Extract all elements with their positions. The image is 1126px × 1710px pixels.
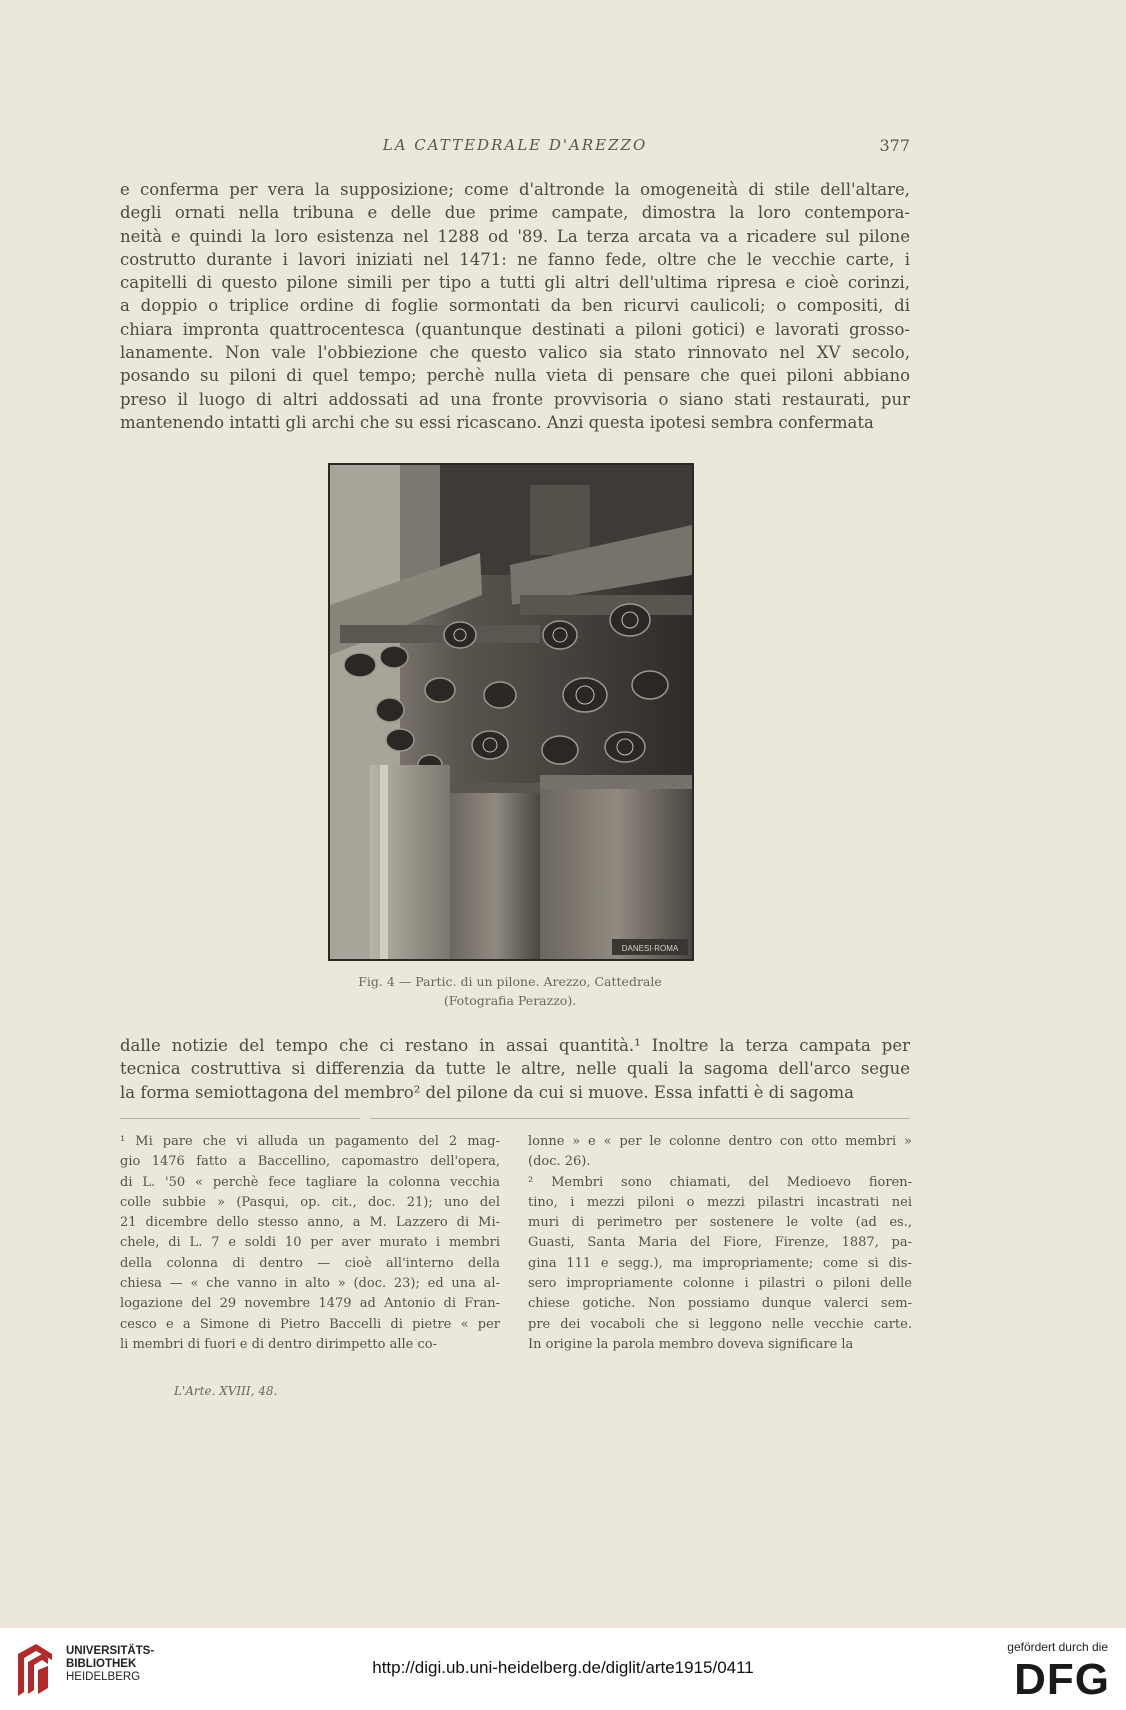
library-name-line: UNIVERSITÄTS- — [66, 1645, 155, 1657]
footnote-line: pre dei vocaboli che si leggono nelle vecchie carte. — [528, 1316, 912, 1332]
pillar-capital-photo — [330, 465, 692, 959]
running-head — [120, 136, 910, 160]
funding-label: gefördert durch die — [1007, 1640, 1108, 1654]
dfg-logo: DFG — [1014, 1655, 1110, 1704]
footnote-line: gio 1476 fatto a Baccellino, capomastro dell'opera, — [120, 1154, 500, 1170]
footnote-line: (doc. 26). — [528, 1154, 591, 1170]
signature-mark: L'Arte. XVIII, 48. — [174, 1384, 278, 1398]
footnote-line: 21 dicembre dello stesso anno, a M. Lazzero di Mi- — [120, 1215, 500, 1231]
library-name-line: BIBLIOTHEK — [66, 1658, 137, 1670]
footnote-line: della colonna di dentro — cioè all'interno della — [120, 1255, 500, 1271]
caption-line: Fig. 4 — Partic. di un pilone. Arezzo, Cattedrale — [358, 974, 662, 989]
figure-photo-pillar-capital — [328, 463, 694, 961]
text-line: lanamente. Non vale l'obbiezione che questo valico sia stato rinnovato nel XV secolo, — [120, 343, 910, 363]
footnote-line: colle subbie » (Pasqui, op. cit., doc. 21); uno del — [120, 1194, 500, 1210]
footnote-line: In origine la parola membro doveva significare la — [528, 1336, 854, 1352]
text-line: neità e quindi la loro esistenza nel 1288 od '89. La terza arcata va a ricadere sul pilone — [120, 226, 910, 246]
text-line: dalle notizie del tempo che ci restano in assai quantità.¹ Inoltre la terza campata per — [120, 1036, 910, 1055]
viewer-footer — [0, 1628, 1126, 1710]
caption-line: (Fotografia Perazzo). — [443, 993, 577, 1008]
footnote-rule-right — [370, 1118, 910, 1119]
library-name-line: HEIDELBERG — [66, 1671, 141, 1683]
footnote-line: sero impropriamente colonne i pilastri o piloni delle — [528, 1276, 912, 1292]
figure-caption — [300, 972, 720, 1010]
permalink-url[interactable]: http://digi.ub.uni-heidelberg.de/diglit/arte1915/0411 — [372, 1658, 754, 1677]
footnote-line: ² Membri sono chiamati, del Medioevo fioren- — [528, 1174, 912, 1190]
footnote-line: Guasti, Santa Maria del Fiore, Firenze, 1887, pa- — [528, 1235, 912, 1251]
footnotes-left-column — [120, 1132, 500, 1355]
text-line: costrutto durante i lavori iniziati nel 1471: ne fanno fede, oltre che le vecchie carte, i — [120, 249, 910, 269]
text-line: tecnica costruttiva si differenzia da tutte le altre, nelle quali la sagoma dell'arco segue — [120, 1059, 910, 1079]
paragraph-bottom — [120, 1034, 910, 1104]
footnote-line: li membri di fuori e di dentro dirimpetto alle co- — [120, 1336, 437, 1352]
text-line: mantenendo intatti gli archi che su essi ricascano. Anzi questa ipotesi sembra confermata — [120, 412, 874, 432]
page-number: 377 — [879, 136, 910, 155]
text-line: e conferma per vera la supposizione; come d'altronde la omogeneità di stile dell'altare, — [120, 180, 910, 199]
text-line: posando su piloni di quel tempo; perchè nulla vieta di pensare che quei piloni abbiano — [120, 366, 910, 386]
text-line: a doppio o triplice ordine di foglie sormontati da ben ricurvi caulicoli; o compositi, di — [120, 296, 910, 316]
footnote-line: di L. '50 « perchè fece tagliare la colonna vecchia — [120, 1174, 500, 1190]
footnote-line: tino, i mezzi piloni o mezzi pilastri incastrati nei — [528, 1194, 912, 1210]
footnote-line: lonne » e « per le colonne dentro con otto membri » — [528, 1134, 912, 1149]
footnote-line: ¹ Mi pare che vi alluda un pagamento del 2 mag- — [120, 1134, 500, 1149]
text-line: degli ornati nella tribuna e delle due prime campate, dimostra la loro contempora- — [120, 203, 910, 223]
paragraph-top — [120, 178, 910, 434]
footnote-line: chele, di L. 7 e soldi 10 per aver murato i membri — [120, 1235, 500, 1251]
text-line: la forma semiottagona del membro² del pilone da cui si muove. Essa infatti è di sagoma — [120, 1082, 854, 1102]
text-line: preso il luogo di altri addossati ad una fronte provvisoria o siano stati restaurati, pur — [120, 389, 910, 409]
footnote-rule-left — [120, 1118, 360, 1119]
running-title: LA CATTEDRALE D'AREZZO — [382, 136, 648, 154]
footnote-line: logazione del 29 novembre 1479 ad Antonio di Fran- — [120, 1296, 500, 1312]
photographer-mark: DANESI·ROMA — [621, 944, 679, 953]
footnote-line: chiese gotiche. Non possiamo dunque valerci sem- — [528, 1296, 912, 1312]
text-line: capitelli di questo pilone simili per tipo a tutti gli altri dell'ultima ripresa e cioè corinzi, — [120, 273, 910, 293]
footnote-line: cesco e a Simone di Pietro Baccelli di pietre « per — [120, 1316, 500, 1332]
footnote-line: gina 111 e segg.), ma impropriamente; come si dis- — [528, 1255, 912, 1271]
footnotes-right-column — [528, 1132, 912, 1355]
footnote-line: muri di perimetro per sostenere le volte (ad es., — [528, 1215, 912, 1231]
footnote-line: chiesa — « che vanno in alto » (doc. 23); ed una al- — [120, 1276, 500, 1292]
text-line: chiara impronta quattrocentesca (quantunque destinati a piloni gotici) e lavorati grosso- — [120, 319, 910, 339]
